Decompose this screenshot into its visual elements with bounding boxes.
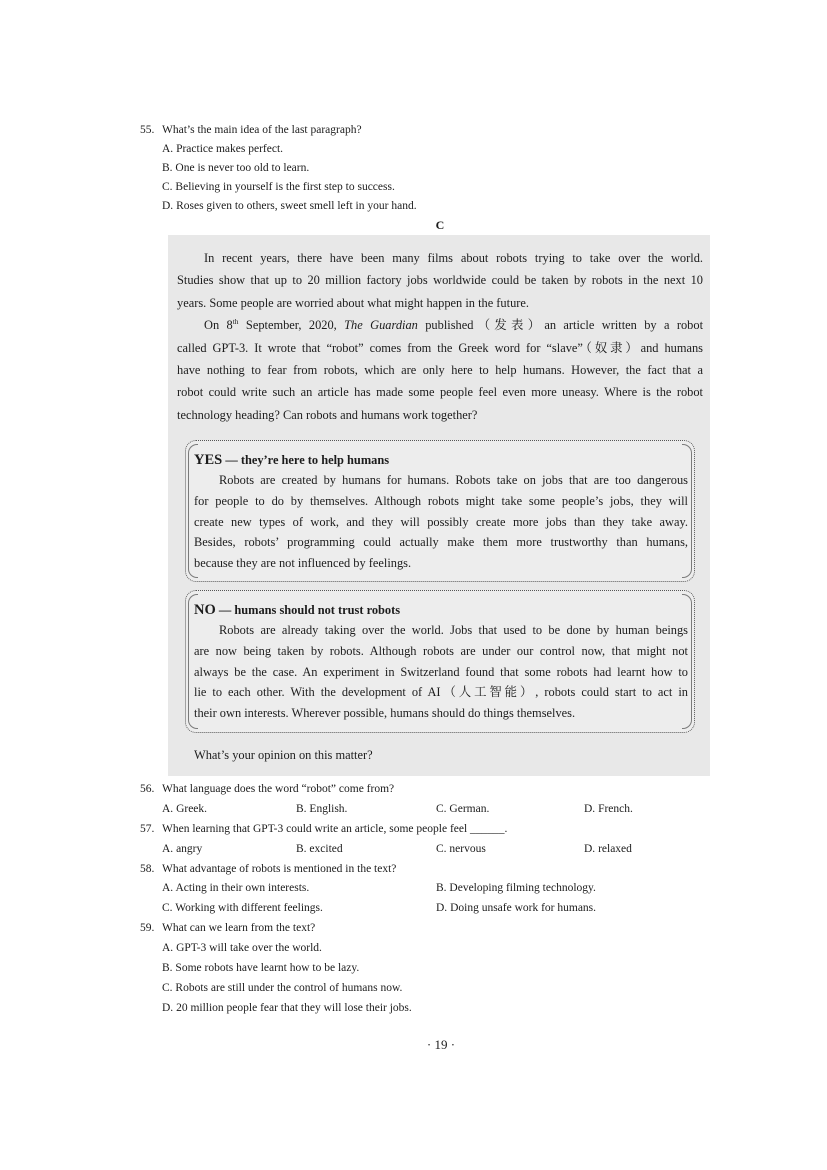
reading-passage (168, 235, 710, 776)
option-text: Developing filming technology. (449, 882, 596, 895)
stem-text: What can we learn from the text? (162, 922, 316, 935)
yes-line: Besides, robots’ programming could actually make them more trustworthy than humans, (194, 535, 688, 550)
heading-text: they’re here to help humans (240, 453, 390, 467)
paragraph-1-line: Studies show that up to 20 million factory jobs worldwide could be taken by robots in the next 10 (177, 273, 703, 288)
yes-tag: YES (194, 452, 223, 468)
option-c (140, 178, 710, 197)
paragraph-1-line: years. Some people are worried about what might happen in the future. (177, 295, 529, 310)
stem-text: What advantage of robots is mentioned in the text? (162, 862, 397, 875)
ordinal-suffix: th (232, 317, 239, 327)
text-segment: September, 2020, (238, 318, 345, 333)
stem-text: What’s the main idea of the last paragraph? (162, 124, 362, 136)
option-a (162, 840, 202, 860)
option-label: C. (436, 802, 447, 815)
text-segment: On 8 (204, 318, 233, 333)
option-text: excited (309, 842, 343, 855)
text-segment: published（发表）an article written by a robot (417, 318, 704, 333)
option-label: C. (162, 181, 173, 193)
option-label: A. (162, 842, 174, 855)
option-d (140, 197, 710, 216)
question-stem (140, 919, 710, 939)
yes-line: create new types of work, and they will possibly create more jobs than they take away. (194, 514, 688, 529)
question-stem (140, 820, 710, 840)
option-label: B. (296, 842, 307, 855)
option-label: C. (436, 842, 447, 855)
no-heading (194, 600, 688, 620)
no-opinion-box (185, 590, 695, 733)
option-label: D. (162, 200, 174, 212)
option-a (162, 879, 309, 899)
no-tag: NO (194, 602, 216, 618)
heading-dash: — (225, 453, 238, 467)
option-d (140, 999, 710, 1019)
options-row (140, 879, 710, 899)
option-text: Practice makes perfect. (176, 143, 284, 155)
option-a (140, 140, 710, 159)
option-label: C. (162, 981, 173, 994)
option-text: Working with different feelings. (175, 902, 323, 915)
closing-question: What’s your opinion on this matter? (194, 748, 373, 762)
paragraph-2-line: have nothing to fear from robots, which are only here to help humans. However, the fact that a (177, 362, 703, 377)
question-stem (140, 860, 710, 880)
question-number: 55. (140, 124, 155, 136)
option-b (436, 879, 596, 899)
section-letter: C (435, 218, 445, 232)
option-text: Some robots have learnt how to be lazy. (175, 962, 360, 975)
option-label: D. (436, 902, 448, 915)
option-label: B. (162, 962, 173, 975)
option-text: relaxed (598, 842, 632, 855)
option-text: Acting in their own interests. (175, 882, 310, 895)
option-text: Robots are still under the control of humans now. (175, 981, 403, 994)
passage-body (177, 247, 703, 426)
question-number: 57. (140, 822, 155, 835)
question-stem (140, 121, 710, 140)
yes-line: for people to do by themselves. Although robots might take some people’s jobs, they will (194, 493, 688, 508)
option-c (436, 840, 486, 860)
option-a (140, 939, 710, 959)
question-number: 58. (140, 862, 155, 875)
heading-text: humans should not trust robots (234, 603, 401, 617)
newspaper-title: The Guardian (344, 318, 418, 333)
yes-opinion-box (185, 440, 695, 582)
question-number: 59. (140, 922, 155, 935)
option-text: French. (598, 802, 633, 815)
no-line: always be the case. An experiment in Switzerland found that some robots had learnt how to (194, 664, 688, 679)
yes-line: Robots are created by humans for humans. Robots take on jobs that are too dangerous (219, 473, 688, 487)
option-text: One is never too old to learn. (175, 162, 310, 174)
no-line: are now being taken by robots. Although robots are under our control now, that might not (194, 643, 688, 658)
yes-heading (194, 450, 688, 470)
paragraph-2-line (177, 314, 703, 336)
option-a (162, 800, 207, 820)
question-stem (140, 780, 710, 800)
options-row (140, 840, 710, 860)
option-text: GPT-3 will take over the world. (176, 942, 322, 955)
option-label: A. (162, 942, 174, 955)
option-label: D. (584, 842, 596, 855)
option-b (140, 959, 710, 979)
option-b (296, 840, 343, 860)
option-text: English. (309, 802, 348, 815)
option-label: D. (162, 1001, 174, 1014)
stem-text: What language does the word “robot” come from? (162, 783, 395, 795)
option-text: Greek. (176, 802, 208, 815)
option-text: angry (176, 842, 203, 855)
option-d (584, 800, 633, 820)
option-c (162, 899, 323, 919)
option-text: German. (449, 802, 490, 815)
paragraph-2-line: robot could write such an article has made some people feel even more uneasy. Where is the robot (177, 385, 703, 400)
paragraph-2-line: technology heading? Can robots and humans work together? (177, 407, 478, 422)
option-label: D. (584, 802, 596, 815)
yes-line: because they are not influenced by feelings. (194, 556, 412, 570)
option-text: Doing unsafe work for humans. (450, 902, 597, 915)
option-label: B. (296, 802, 307, 815)
paragraph-2-line: called GPT-3. It wrote that “robot” comes from the Greek word for “slave”（奴隶）and humans (177, 340, 703, 355)
option-c (436, 800, 489, 820)
no-line: Robots are already taking over the world. Jobs that used to be done by human beings (219, 623, 688, 637)
paragraph-1-line: In recent years, there have been many films about robots trying to take over the world. (204, 251, 703, 265)
page-number: · 19 · (426, 1037, 456, 1052)
option-text: 20 million people fear that they will lose their jobs. (176, 1001, 412, 1014)
heading-dash: — (218, 603, 232, 617)
questions-56-59 (140, 780, 710, 1019)
options-row (140, 800, 710, 820)
option-text: Roses given to others, sweet smell left in your hand. (176, 200, 417, 212)
option-label: A. (162, 143, 174, 155)
options-row (140, 899, 710, 919)
option-text: nervous (449, 842, 486, 855)
option-label: B. (436, 882, 447, 895)
option-d (436, 899, 596, 919)
stem-text: When learning that GPT-3 could write an article, some people feel ______. (162, 822, 508, 835)
question-55 (140, 121, 710, 216)
option-label: B. (162, 162, 173, 174)
option-b (140, 159, 710, 178)
option-text: Believing in yourself is the first step to success. (175, 181, 395, 193)
option-label: C. (162, 902, 173, 915)
no-line: their own interests. Wherever possible, humans should do things themselves. (194, 706, 576, 720)
option-label: A. (162, 802, 174, 815)
option-label: A. (162, 882, 174, 895)
option-b (296, 800, 347, 820)
question-number: 56. (140, 783, 155, 795)
option-c (140, 979, 710, 999)
option-d (584, 840, 632, 860)
no-line: lie to each other. With the development of AI（人工智能）, robots could start to act in (194, 685, 688, 700)
